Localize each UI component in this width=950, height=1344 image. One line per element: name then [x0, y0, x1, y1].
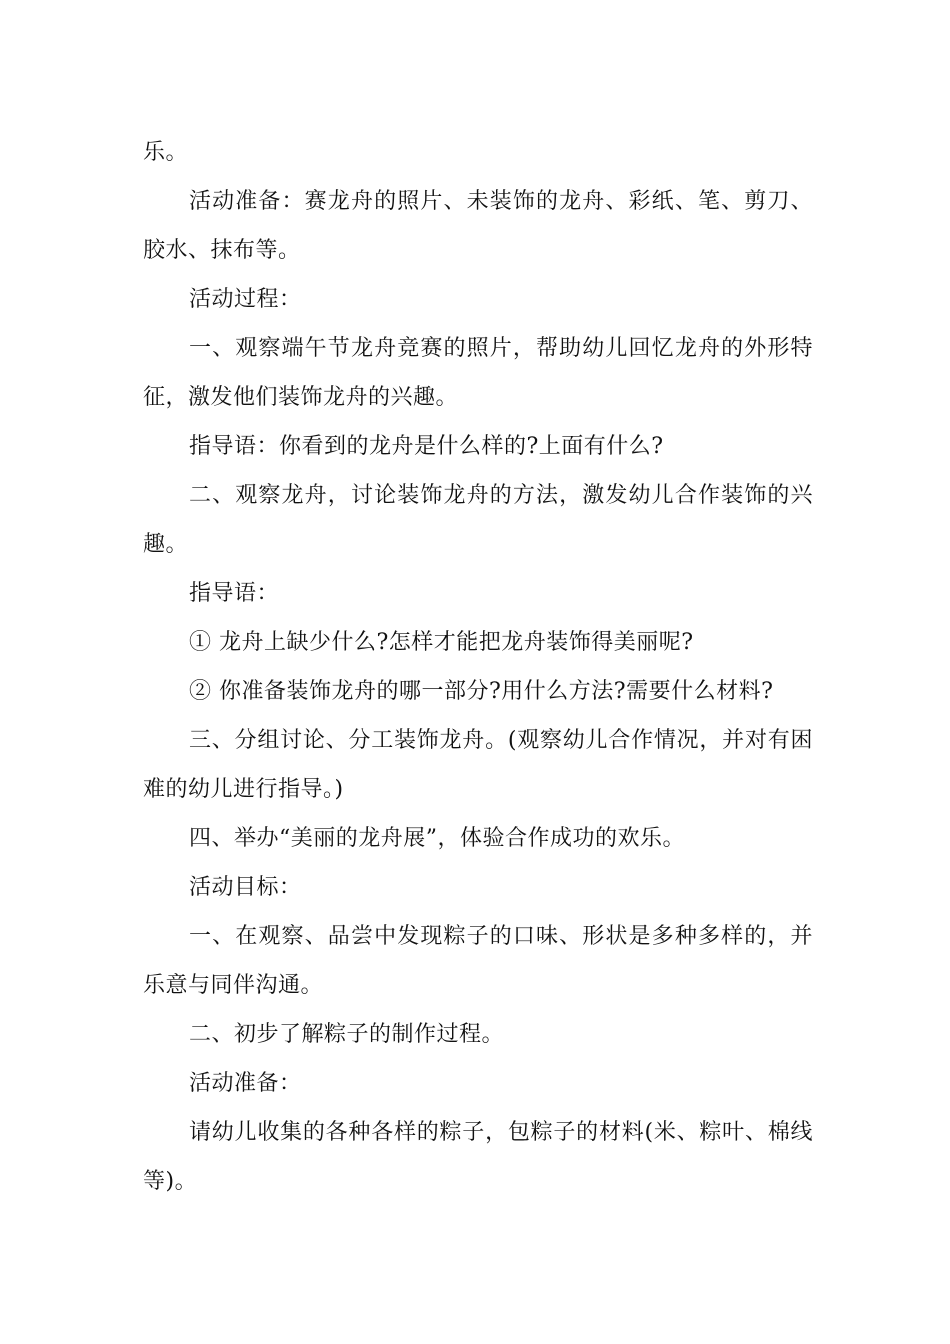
paragraph-goal-one: 一、在观察、品尝中发现粽子的口味、形状是多种多样的，并乐意与同伴沟通。	[143, 924, 813, 998]
paragraph-step-two: 二、观察龙舟，讨论装饰龙舟的方法，激发幼儿合作装饰的兴趣。	[143, 483, 813, 557]
paragraph-activity-preparation: 活动准备：赛龙舟的照片、未装饰的龙舟、彩纸、笔、剪刀、胶水、抹布等。	[143, 189, 813, 263]
paragraph-goal-two: 二、初步了解粽子的制作过程。	[189, 1022, 505, 1047]
paragraph-guidance-one: 指导语：你看到的龙舟是什么样的?上面有什么?	[189, 434, 664, 459]
document-body	[143, 128, 813, 1206]
paragraph-preparation-detail: 请幼儿收集的各种各样的粽子，包粽子的材料(米、粽叶、棉线等)。	[143, 1120, 813, 1194]
paragraph-guidance-question-one: ① 龙舟上缺少什么?怎样才能把龙舟装饰得美丽呢?	[189, 630, 694, 655]
paragraph-activity-goals-heading: 活动目标：	[189, 875, 302, 900]
paragraph-step-one: 一、观察端午节龙舟竞赛的照片，帮助幼儿回忆龙舟的外形特征，激发他们装饰龙舟的兴趣。	[143, 336, 813, 410]
paragraph-preparation-heading: 活动准备：	[189, 1071, 302, 1096]
paragraph-continuation: 乐。	[143, 140, 189, 165]
paragraph-step-three: 三、分组讨论、分工装饰龙舟。(观察幼儿合作情况，并对有困难的幼儿进行指导。)	[143, 728, 813, 802]
paragraph-guidance-question-two: ② 你准备装饰龙舟的哪一部分?用什么方法?需要什么材料?	[189, 679, 774, 704]
paragraph-step-four: 四、举办“美丽的龙舟展”，体验合作成功的欢乐。	[189, 826, 685, 851]
paragraph-activity-process-heading: 活动过程：	[189, 287, 302, 312]
paragraph-guidance-heading: 指导语：	[189, 581, 280, 606]
